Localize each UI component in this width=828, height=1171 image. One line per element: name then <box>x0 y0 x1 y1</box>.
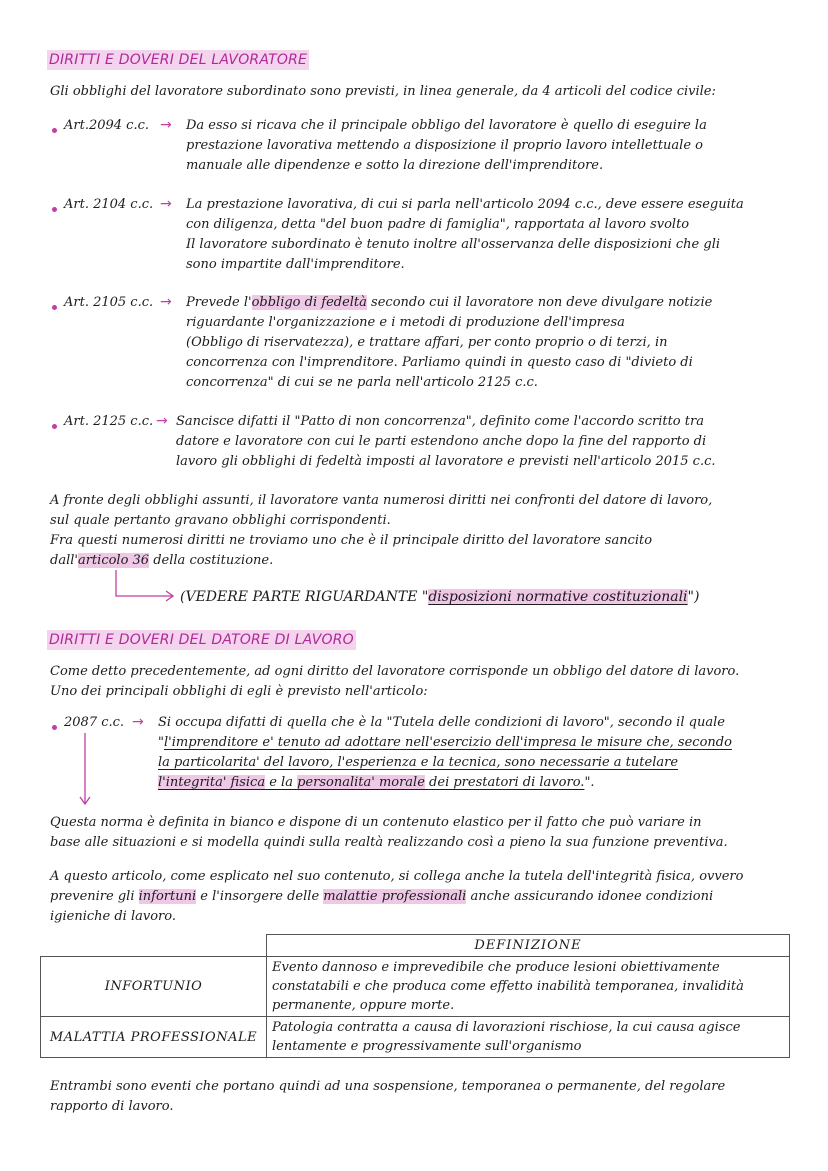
article-text-line: (Obbligo di riservatezza), e trattare affari, per conto proprio o di terzi, in <box>186 335 668 350</box>
article-text-line: con diligenza, detta "del buon padre di famiglia", rapportata al lavoro svolto <box>186 217 690 232</box>
article-text-line: concorrenza" di cui se ne parla nell'articolo 2125 c.c. <box>186 375 538 390</box>
article-text-line: Da esso si ricava che il principale obbligo del lavoratore è quello di eseguire la <box>186 118 707 133</box>
highlight-malattie: malattie professionali <box>323 889 467 904</box>
see-reference: (VEDERE PARTE RIGUARDANTE "disposizioni normative costituzionali") <box>180 589 700 605</box>
article-label: Art. 2125 c.c. <box>64 414 154 429</box>
paragraph-line: Fra questi numerosi diritti ne troviamo uno che è il principale diritto del lavoratore sancito <box>50 533 653 548</box>
paragraph-line: rapporto di lavoro. <box>50 1099 174 1114</box>
table-header-row <box>41 935 790 957</box>
highlight-disposizioni: disposizioni normative costituzionali <box>428 589 688 605</box>
bullet-icon <box>52 424 57 429</box>
highlight-infortuni: infortuni <box>138 889 197 904</box>
highlight-integrita: l'integrita' fisica <box>158 775 266 790</box>
quote-line: "l'imprenditore e' tenuto ad adottare nell'esercizio dell'impresa le misure che, secondo <box>158 735 732 750</box>
section-title-lavoratore: DIRITTI E DOVERI DEL LAVORATORE <box>49 52 308 68</box>
table-term-cell: INFORTUNIO <box>41 957 267 1017</box>
table-definition-cell: Evento dannoso e imprevedibile che produce lesioni obiettivamente constatabili e che produca come effetto inabilità temporanea, invalidità permanente, oppure morte. <box>267 957 790 1017</box>
paragraph-line: dall'articolo 36 della costituzione. <box>50 553 274 568</box>
arrow-icon: → <box>160 294 172 310</box>
table-definition-cell: Patologia contratta a causa di lavorazioni rischiose, la cui causa agisce lentamente e progressivamente sull'organismo <box>267 1017 790 1058</box>
section-title-datore: DIRITTI E DOVERI DEL DATORE DI LAVORO <box>49 632 354 648</box>
quote-line: l'integrita' fisica e la personalita' morale dei prestatori di lavoro.". <box>158 775 595 790</box>
table-header-cell: DEFINIZIONE <box>267 935 790 957</box>
article-text-line: riguardante l'organizzazione e i metodi di produzione dell'impresa <box>186 315 625 330</box>
table-row <box>41 1017 790 1058</box>
paragraph-line: base alle situazioni e si modella quindi sulla realtà realizzando così a pieno la sua funzione preventiva. <box>50 835 728 850</box>
paragraph-line: Uno dei principali obblighi di egli è previsto nell'articolo: <box>50 684 428 699</box>
article-text-line: Si occupa difatti di quella che è la "Tutela delle condizioni di lavoro", secondo il quale <box>158 715 725 730</box>
paragraph-line: prevenire gli infortuni e l'insorgere delle malattie professionali anche assicurando idonee condizioni <box>50 889 714 904</box>
bullet-icon <box>52 725 57 730</box>
paragraph-line: Come detto precedentemente, ad ogni diritto del lavoratore corrisponde un obbligo del datore di lavoro. <box>50 664 740 679</box>
article-label: Art. 2105 c.c. <box>64 295 154 310</box>
article-text-line: Prevede l'obbligo di fedeltà secondo cui il lavoratore non deve divulgare notizie <box>186 295 713 310</box>
highlight-personalita: personalita' morale <box>297 775 425 790</box>
arrow-icon: → <box>160 117 172 133</box>
paragraph-line: Entrambi sono eventi che portano quindi ad una sospensione, temporanea o permanente, del regolare <box>50 1079 726 1094</box>
down-arrow-icon <box>78 731 92 807</box>
highlight-fedelta: obbligo di fedeltà <box>251 295 367 310</box>
paragraph-line: igieniche di lavoro. <box>50 909 176 924</box>
paragraph-line: sul quale pertanto gravano obblighi corrispondenti. <box>50 513 391 528</box>
article-text-line: Sancisce difatti il "Patto di non concorrenza", definito come l'accordo scritto tra <box>176 414 704 429</box>
bullet-icon <box>52 207 57 212</box>
intro-text: Gli obblighi del lavoratore subordinato sono previsti, in linea generale, da 4 articoli del codice civile: <box>50 84 716 99</box>
arrow-icon: → <box>160 196 172 212</box>
article-text-line: Il lavoratore subordinato è tenuto inoltre all'osservanza delle disposizioni che gli <box>186 237 721 252</box>
bullet-icon <box>52 128 57 133</box>
table-term-cell: MALATTIA PROFESSIONALE <box>41 1017 267 1058</box>
article-text-line: datore e lavoratore con cui le parti estendono anche dopo la fine del rapporto di <box>176 434 707 449</box>
paragraph-line: Questa norma è definita in bianco e dispone di un contenuto elastico per il fatto che può variare in <box>50 815 702 830</box>
article-text-line: prestazione lavorativa mettendo a disposizione il proprio lavoro intellettuale o <box>186 138 703 153</box>
article-label: Art. 2104 c.c. <box>64 197 154 212</box>
table-empty-cell <box>41 935 267 957</box>
arrow-icon: → <box>132 714 144 730</box>
article-label: 2087 c.c. <box>64 715 125 730</box>
article-text-line: manuale alle dipendenze e sotto la direzione dell'imprenditore. <box>186 158 604 173</box>
paragraph-line: A questo articolo, come esplicato nel suo contenuto, si collega anche la tutela dell'integrità fisica, ovvero <box>50 869 744 884</box>
table-row <box>41 957 790 1017</box>
article-text-line: concorrenza con l'imprenditore. Parliamo quindi in questo caso di "divieto di <box>186 355 693 370</box>
article-text-line: sono impartite dall'imprenditore. <box>186 257 405 272</box>
arrow-icon: → <box>156 413 168 429</box>
definition-table <box>40 934 790 1058</box>
highlight-articolo-36: articolo 36 <box>77 553 150 568</box>
bullet-icon <box>52 305 57 310</box>
article-label: Art.2094 c.c. <box>64 118 150 133</box>
paragraph-line: A fronte degli obblighi assunti, il lavoratore vanta numerosi diritti nei confronti del datore di lavoro, <box>50 493 713 508</box>
connector-arrow-icon <box>110 568 180 602</box>
article-text-line: La prestazione lavorativa, di cui si parla nell'articolo 2094 c.c., deve essere eseguita <box>186 197 744 212</box>
article-text-line: lavoro gli obblighi di fedeltà imposti al lavoratore e previsti nell'articolo 2015 c.c. <box>176 454 716 469</box>
quote-line: la particolarita' del lavoro, l'esperienza e la tecnica, sono necessarie a tutelare <box>158 755 679 770</box>
